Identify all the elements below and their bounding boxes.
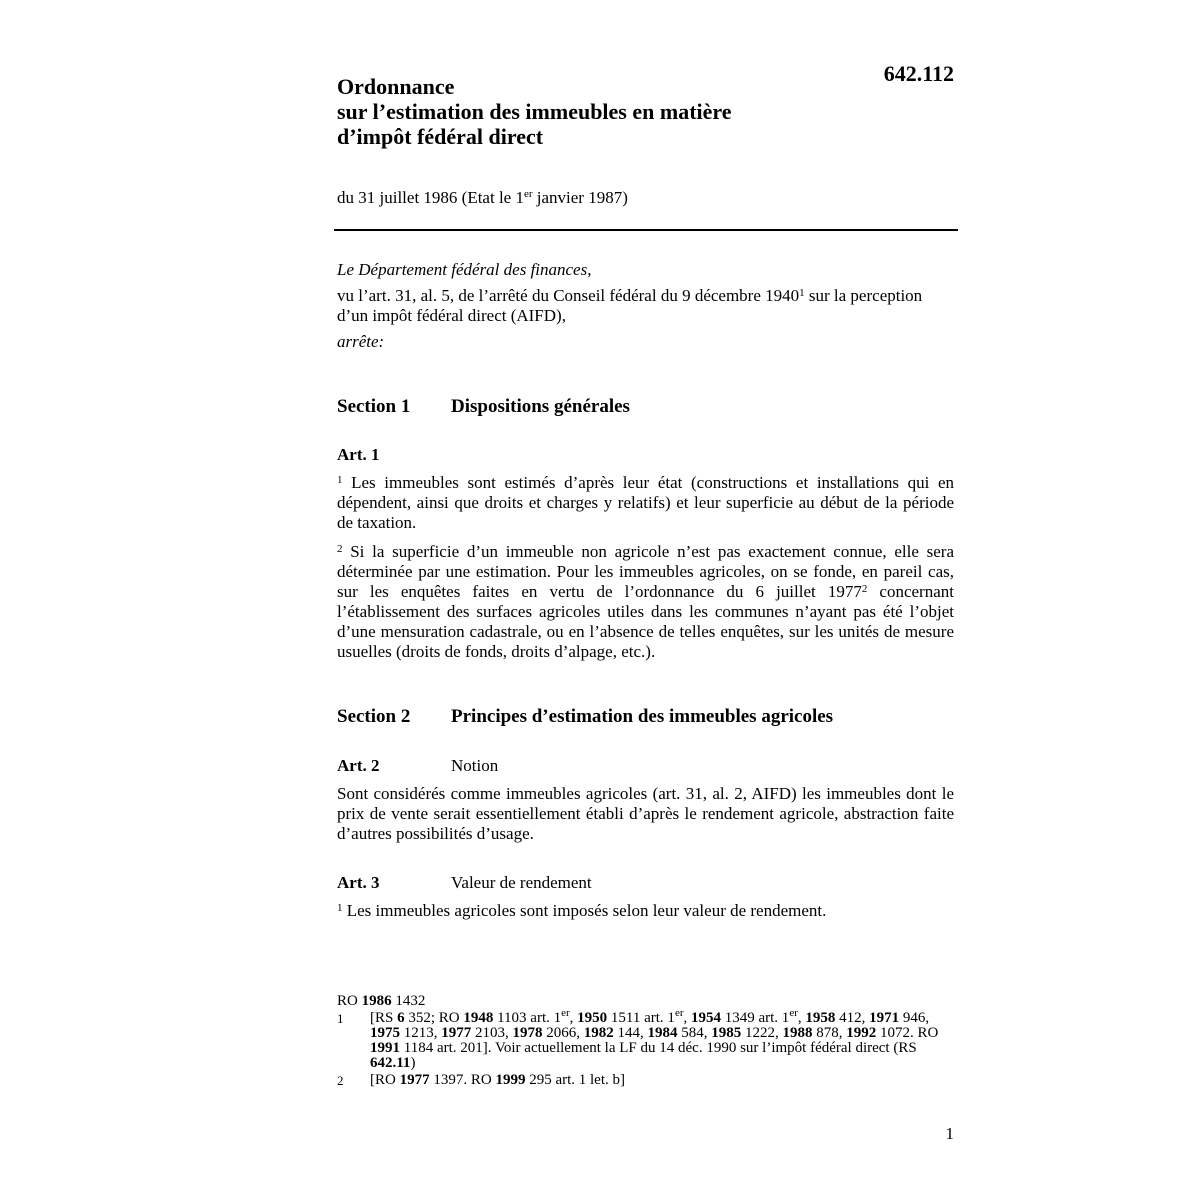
footnote-run: 1213, xyxy=(400,1025,442,1041)
footnote-2 xyxy=(337,1073,957,1088)
art-3-paragraph-1 xyxy=(337,901,954,921)
footnote-run: 1222, xyxy=(741,1025,783,1041)
footnote-1 xyxy=(337,1007,957,1071)
art-1-para-2-number: 2 xyxy=(337,543,343,555)
footnote-bold-ref: 1950 xyxy=(577,1010,608,1026)
art-1-para-1-text: Les immeubles sont estimés d’après leur état (constructions et installations qui en dépendent, ainsi que droits et charges y relatifs) et leur superficie au début de la période de taxation. xyxy=(337,473,954,532)
footnote-superscript: er xyxy=(789,1007,798,1019)
footnote-run: 1349 art. 1 xyxy=(720,1010,790,1026)
footnote-run: 412, xyxy=(835,1010,870,1026)
footnote-ref-1[interactable]: 1 xyxy=(799,287,805,299)
footnote-bold-ref: 1958 xyxy=(805,1010,836,1026)
preamble-basis-part1: vu l’art. 31, al. 5, de l’arrêté du Conseil fédéral du 9 décembre 1940 xyxy=(337,286,800,305)
footnote-bold-ref: 1971 xyxy=(869,1010,900,1026)
footnote-bold-ref: 1988 xyxy=(782,1025,813,1041)
footnote-bold-ref: 1982 xyxy=(583,1025,614,1041)
page-number: 1 xyxy=(945,1124,954,1143)
footnote-bold-ref: 1978 xyxy=(512,1025,543,1041)
footnote-2-text xyxy=(370,1073,957,1088)
footnote-1-number: 1 xyxy=(337,1011,344,1026)
section-1-heading xyxy=(337,396,630,418)
footnote-run: 1397. RO xyxy=(429,1072,496,1088)
document-number: 642.112 xyxy=(883,61,954,86)
footnote-superscript: er xyxy=(674,1007,684,1019)
ro-page: 1432 xyxy=(391,993,426,1009)
footnote-run: 144, xyxy=(613,1025,648,1041)
art-3-para-1-text: Les immeubles agricoles sont imposés selon leur valeur de rendement. xyxy=(342,901,827,920)
footnote-2-number: 2 xyxy=(337,1073,344,1088)
art-3-number: Art. 3 xyxy=(337,873,380,892)
footnote-bold-ref: 1954 xyxy=(690,1010,721,1026)
footnote-run: , xyxy=(569,1010,578,1026)
footnote-ref-2[interactable]: 2 xyxy=(861,583,868,595)
section-2-number: Section 2 xyxy=(337,706,411,727)
date-suffix: janvier 1987) xyxy=(532,188,628,207)
title-line-1: Ordonnance xyxy=(337,74,455,99)
section-2-title: Principes d’estimation des immeubles agricoles xyxy=(451,706,834,727)
art-3-para-1-number: 1 xyxy=(337,902,343,914)
footnote-bold-ref: 642.11 xyxy=(370,1055,411,1071)
footnote-run: 946, xyxy=(899,1010,930,1026)
art-2-paragraph: Sont considérés comme immeubles agricoles (art. 31, al. 2, AIFD) les immeubles dont le prix de vente serait essentiellement établi d’après le rendement agricole, abstraction faite d’autres possibilités d’usage. xyxy=(337,784,954,843)
art-1-number: Art. 1 xyxy=(337,445,380,464)
footnote-run: , xyxy=(683,1010,691,1026)
footnote-bold-ref: 1992 xyxy=(846,1025,877,1041)
footnote-bold-ref: 1999 xyxy=(495,1072,526,1088)
header-divider xyxy=(334,229,958,231)
art-2-number: Art. 2 xyxy=(337,756,380,775)
footnote-run: 2103, xyxy=(471,1025,513,1041)
art-1-para-1-number: 1 xyxy=(337,474,343,486)
title-line-2: sur l’estimation des immeubles en matière xyxy=(337,99,732,124)
art-1-heading xyxy=(337,445,451,465)
footnote-bold-ref: 1977 xyxy=(441,1025,472,1041)
preamble-decree: arrête: xyxy=(337,332,385,351)
footnote-run: 295 art. 1 let. b] xyxy=(525,1072,625,1088)
art-1-paragraph-2 xyxy=(337,542,954,662)
preamble-authority: Le Département fédéral des finances, xyxy=(337,260,592,279)
art-2-heading xyxy=(337,756,498,776)
art-2-title: Notion xyxy=(451,756,499,775)
title-line-3: d’impôt fédéral direct xyxy=(337,124,544,149)
footnote-run: 2066, xyxy=(542,1025,584,1041)
ro-year: 1986 xyxy=(361,993,392,1009)
document-date xyxy=(337,188,628,208)
footnote-run: ) xyxy=(410,1055,416,1071)
art-1-para-2-text-b: concernant l’établissement des surfaces agricoles utiles dans les communes n’ayant pas été l’objet d’une mensuration cadastrale, ou en l’absence de telles enquêtes, sur les unités de mesure usuelles (droits de fonds, droits d’alpage, etc.). xyxy=(337,582,954,661)
footnote-bold-ref: 1985 xyxy=(711,1025,742,1041)
footnote-run: 1184 art. 201]. Voir actuellement la LF du 14 déc. 1990 sur l’impôt fédéral direct (RS xyxy=(400,1040,917,1056)
footnote-run: [RS xyxy=(370,1010,398,1026)
art-1-paragraph-1 xyxy=(337,473,954,533)
document-title xyxy=(337,74,817,149)
footnote-bold-ref: 1975 xyxy=(370,1025,400,1041)
footnote-bold-ref: 1977 xyxy=(399,1072,430,1088)
footnote-run: , xyxy=(797,1010,806,1026)
preamble-basis xyxy=(337,286,954,326)
footnote-run: 1511 art. 1 xyxy=(607,1010,675,1026)
date-prefix: du 31 juillet 1986 (Etat le 1 xyxy=(337,188,524,207)
date-superscript: er xyxy=(523,188,533,200)
section-1-title: Dispositions générales xyxy=(451,396,630,417)
art-1-para-2-text-a: Si la superficie d’un immeuble non agricole n’est pas exactement connue, elle sera déterminée par une estimation. Pour les immeubles agricoles, on se fonde, en pareil cas, sur les enquêtes faites en vertu de l’ordonnance du 6 juillet 1977 xyxy=(337,542,954,601)
footnote-run: 878, xyxy=(812,1025,847,1041)
footnotes xyxy=(337,994,957,1088)
art-3-title: Valeur de rendement xyxy=(451,873,592,892)
footnote-run: 1072. RO xyxy=(876,1025,939,1041)
ro-reference xyxy=(337,994,957,1009)
footnote-run: 1103 art. 1 xyxy=(493,1010,562,1026)
footnote-run: 352; RO xyxy=(404,1010,464,1026)
footnote-run: 584, xyxy=(677,1025,712,1041)
ro-prefix: RO xyxy=(337,993,362,1009)
footnote-bold-ref: 6 xyxy=(397,1010,405,1026)
section-1-number: Section 1 xyxy=(337,396,411,417)
art-3-heading xyxy=(337,873,592,893)
footnote-bold-ref: 1991 xyxy=(370,1040,400,1056)
footnote-superscript: er xyxy=(561,1007,570,1019)
section-2-heading xyxy=(337,706,833,728)
footnote-1-text xyxy=(370,1007,957,1071)
footnote-bold-ref: 1984 xyxy=(647,1025,678,1041)
footnote-run: [RO xyxy=(370,1072,400,1088)
footnote-bold-ref: 1948 xyxy=(463,1010,494,1026)
preamble-basis-part2: sur la perception d’un impôt fédéral direct (AIFD), xyxy=(337,286,923,325)
